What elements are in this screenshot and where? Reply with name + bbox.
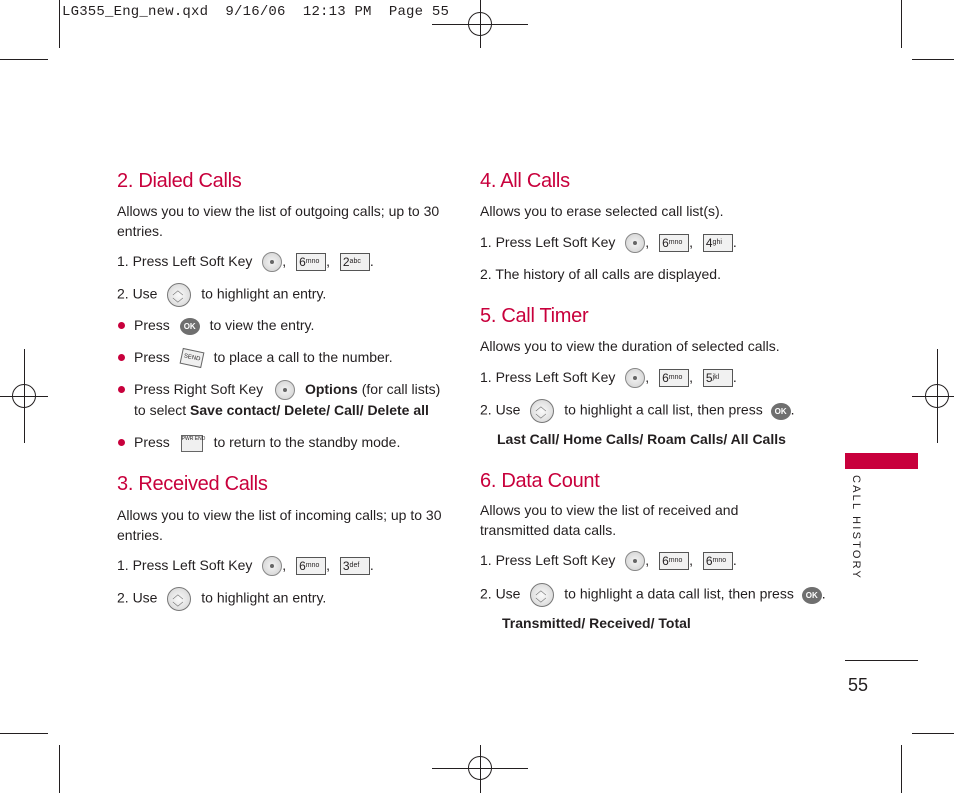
left-soft-key-icon — [262, 556, 282, 576]
dialed-step-2 — [117, 283, 326, 307]
ok-key-icon: OK — [802, 587, 822, 604]
key-letters: def — [349, 562, 360, 570]
registration-circle — [925, 384, 949, 408]
key-digit: 3 — [342, 559, 350, 574]
bullet-text: Press — [134, 434, 170, 450]
left-soft-key-icon — [625, 233, 645, 253]
comma: , — [645, 369, 650, 385]
key-6-icon — [659, 552, 689, 570]
timer-options: Last Call/ Home Calls/ Roam Calls/ All Calls — [497, 431, 786, 447]
key-digit: 6 — [662, 554, 669, 569]
left-soft-key-icon — [262, 252, 282, 272]
bullet-icon — [118, 322, 125, 329]
key-digit: 6 — [299, 255, 306, 270]
bullet-text: Press Right Soft Key — [134, 381, 264, 397]
all-step-1 — [480, 232, 737, 253]
crop-mark — [0, 733, 48, 734]
step-text: 2. Use — [117, 589, 158, 606]
step-text: to highlight a data call list, then press — [564, 585, 794, 602]
navigation-key-icon — [530, 399, 554, 423]
bullet-text: Press — [134, 349, 170, 365]
step-text: 2. Use — [480, 401, 521, 418]
folio-rule — [845, 660, 918, 661]
period: . — [369, 557, 374, 573]
period: . — [790, 401, 795, 418]
bullet-text: (for call lists) — [361, 381, 441, 397]
bullet-icon — [118, 354, 125, 361]
key-digit: 4 — [705, 236, 713, 251]
period: . — [732, 552, 737, 568]
all-step-2: 2. The history of all calls are displayed. — [480, 266, 721, 282]
right-soft-key-icon — [275, 380, 295, 400]
step-text: 2. Use — [117, 285, 158, 302]
crop-mark — [0, 59, 48, 60]
registration-circle — [468, 756, 492, 780]
period: . — [732, 234, 737, 250]
ok-key-icon: OK — [180, 318, 200, 335]
left-soft-key-icon — [625, 551, 645, 571]
key-letters: mno — [668, 557, 683, 565]
crop-mark — [59, 745, 60, 793]
bullet-text: Press — [134, 317, 170, 333]
key-6-icon — [296, 557, 326, 575]
key-6-icon — [296, 253, 326, 271]
received-step-1 — [117, 555, 374, 576]
data-step-2 — [480, 583, 826, 607]
step-text: to highlight a call list, then press — [564, 401, 763, 418]
timer-step-2 — [480, 399, 794, 423]
step-text: to highlight an entry. — [201, 589, 327, 606]
data-intro: Allows you to view the list of received and transmitted data calls. — [480, 502, 739, 538]
step-text: to highlight an entry. — [201, 285, 327, 302]
key-6-icon — [703, 552, 733, 570]
comma: , — [689, 234, 693, 250]
key-digit: 6 — [705, 554, 713, 569]
navigation-key-icon — [167, 587, 191, 611]
crop-mark — [901, 0, 902, 48]
key-letters: mno — [668, 239, 683, 247]
comma: , — [689, 552, 693, 568]
timer-intro: Allows you to view the duration of selected calls. — [480, 338, 780, 354]
crop-mark — [59, 0, 60, 48]
comma: , — [645, 552, 650, 568]
comma: , — [645, 234, 650, 250]
dialed-bullet-1 — [134, 315, 314, 335]
end-key-icon: PWR END — [181, 435, 203, 452]
all-intro: Allows you to erase selected call list(s). — [480, 203, 724, 219]
options-list: Save contact/ Delete/ Call/ Delete all — [190, 402, 429, 418]
key-digit: 2 — [342, 255, 350, 270]
section-title-data-count: 6. Data Count — [480, 470, 600, 492]
section-title-call-timer: 5. Call Timer — [480, 305, 589, 327]
options-label: Options — [304, 381, 358, 397]
step-text: 1. Press Left Soft Key — [117, 253, 253, 269]
bullet-text: to select — [134, 402, 187, 418]
key-letters: mno — [305, 258, 320, 266]
step-text: 1. Press Left Soft Key — [480, 552, 616, 568]
dialed-step-1 — [117, 251, 374, 272]
period: . — [821, 585, 826, 602]
registration-circle — [468, 12, 492, 36]
data-options: Transmitted/ Received/ Total — [502, 615, 691, 631]
step-text: 2. Use — [480, 585, 521, 602]
key-letters: mno — [668, 374, 683, 382]
crop-mark — [912, 733, 954, 734]
bullet-icon — [118, 386, 125, 393]
timer-step-1 — [480, 367, 737, 388]
period: . — [369, 253, 374, 269]
key-5-icon — [703, 369, 733, 387]
dialed-bullet-3-line-2 — [134, 400, 429, 420]
dialed-bullet-4 — [134, 432, 400, 452]
step-text: 1. Press Left Soft Key — [480, 369, 616, 385]
bullet-icon — [118, 439, 125, 446]
navigation-key-icon — [530, 583, 554, 607]
crop-mark — [901, 745, 902, 793]
step-text: 1. Press Left Soft Key — [117, 557, 253, 573]
section-title-received-calls: 3. Received Calls — [117, 473, 268, 495]
section-tab-label: CALL HISTORY — [850, 475, 862, 581]
bullet-text: to return to the standby mode. — [213, 434, 401, 450]
key-letters: mno — [305, 562, 320, 570]
key-3-icon — [340, 557, 370, 575]
comma: , — [282, 253, 287, 269]
page-number: 55 — [848, 675, 869, 695]
received-step-2 — [117, 587, 326, 611]
data-step-1 — [480, 550, 737, 571]
key-digit: 6 — [662, 371, 669, 386]
received-intro: Allows you to view the list of incoming calls; up to 30 entries. — [117, 507, 442, 543]
section-title-dialed-calls: 2. Dialed Calls — [117, 170, 242, 192]
left-soft-key-icon — [625, 368, 645, 388]
navigation-key-icon — [167, 283, 191, 307]
comma: , — [282, 557, 287, 573]
comma: , — [689, 369, 693, 385]
dialed-intro: Allows you to view the list of outgoing calls; up to 30 entries. — [117, 203, 440, 239]
crop-mark — [912, 59, 954, 60]
dialed-bullet-3 — [134, 379, 440, 400]
key-digit: 6 — [662, 236, 669, 251]
section-tab-bar — [845, 453, 918, 469]
key-letters: mno — [712, 557, 727, 565]
key-digit: 5 — [705, 371, 713, 386]
send-key-icon: SEND — [179, 348, 204, 368]
comma: , — [326, 253, 330, 269]
bullet-text: to place a call to the number. — [213, 349, 393, 365]
key-letters: jkl — [712, 374, 720, 382]
key-2-icon — [340, 253, 370, 271]
ok-key-icon: OK — [771, 403, 791, 420]
comma: , — [326, 557, 330, 573]
key-6-icon — [659, 369, 689, 387]
print-slug: LG355_Eng_new.qxd 9/16/06 12:13 PM Page 55 — [62, 4, 450, 20]
dialed-bullet-2 — [134, 347, 393, 367]
key-letters: abc — [349, 258, 361, 266]
key-letters: ghi — [712, 239, 722, 247]
key-6-icon — [659, 234, 689, 252]
step-text: 1. Press Left Soft Key — [480, 234, 616, 250]
section-title-all-calls: 4. All Calls — [480, 170, 570, 192]
key-4-icon — [703, 234, 733, 252]
period: . — [732, 369, 737, 385]
registration-circle — [12, 384, 36, 408]
bullet-text: to view the entry. — [209, 317, 315, 333]
key-digit: 6 — [299, 559, 306, 574]
